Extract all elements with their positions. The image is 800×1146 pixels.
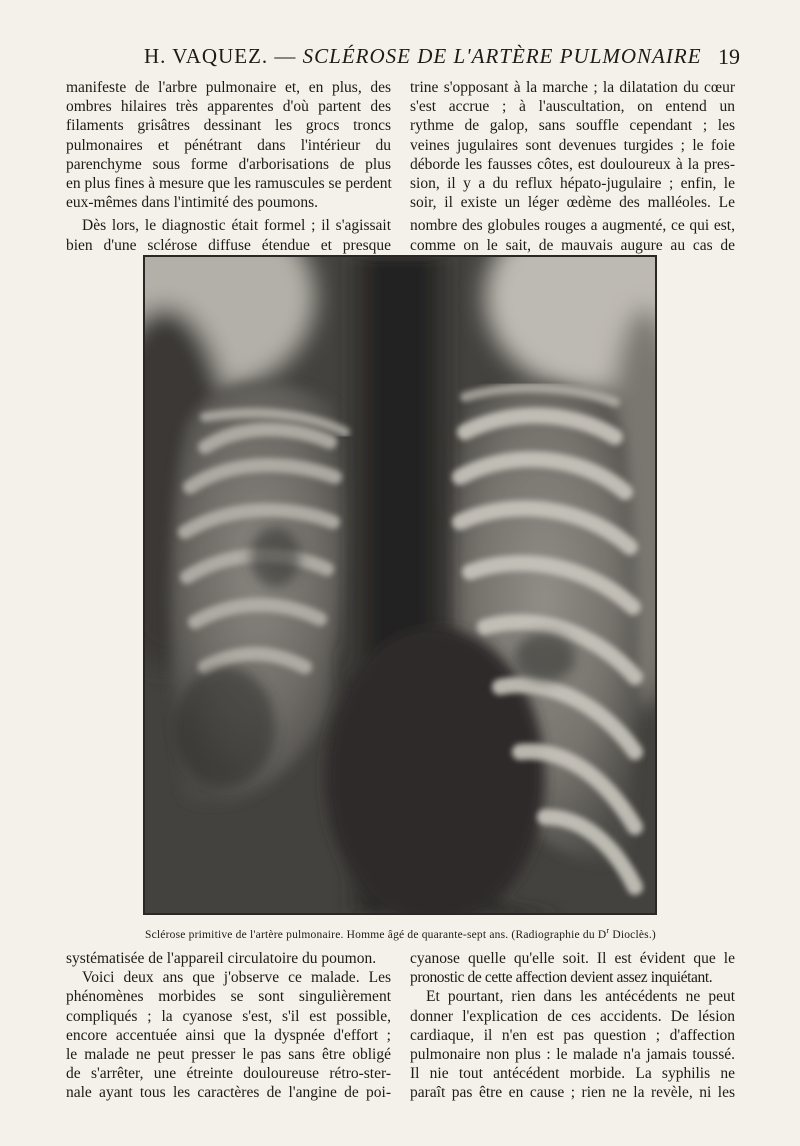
text-line: s'est accrue ; à l'auscultation, on entend un bbox=[410, 98, 735, 116]
text-line: systématisée de l'appareil circulatoire du poumon. bbox=[66, 950, 377, 967]
text-line: encore accentuée ainsi que la dyspnée d'effort ; bbox=[66, 1026, 391, 1044]
text-line: comme on le sait, de mauvais augure au cas de bbox=[410, 236, 735, 254]
text-line: Dès lors, le diagnostic était formel ; il s'agissait bbox=[82, 217, 391, 235]
page-number: 19 bbox=[718, 44, 740, 69]
text-line: eux-mêmes dans l'intimité des poumons. bbox=[66, 194, 319, 212]
text-line: Voici deux ans que j'observe ce malade. Les bbox=[82, 969, 391, 987]
text-line: compliqués ; la cyanose s'est, s'il est possible, bbox=[66, 1007, 391, 1025]
text-line: en plus fines à mesure que les ramuscules se perdent bbox=[66, 175, 392, 193]
bottom-right-column bbox=[410, 949, 735, 1103]
caption-superscript: r bbox=[606, 926, 610, 935]
figure-caption bbox=[66, 926, 735, 941]
text-line: rythme de galop, sans souffle cependant ; les bbox=[410, 117, 735, 135]
chest-radiograph-image bbox=[145, 257, 655, 913]
text-line: déborde les fausses côtes, est douloureux à la pres- bbox=[410, 155, 735, 173]
text-line: le malade ne peut presser le pas sans être obligé bbox=[66, 1046, 391, 1064]
text-line: Il nie tout antécédent morbide. La syphilis ne bbox=[410, 1065, 735, 1083]
text-line: veines jugulaires sont devenues turgides ; le foie bbox=[410, 136, 735, 154]
text-line: pronostic de cette affection devient assez inquiétant. bbox=[410, 969, 713, 987]
text-line: sion, il y a du reflux hépato-jugulaire ; enfin, le bbox=[410, 175, 735, 193]
top-left-column bbox=[66, 78, 391, 255]
text-line: Et pourtant, rien dans les antécédents ne peut bbox=[426, 988, 735, 1006]
text-line: filaments grisâtres dessinant les grocs troncs bbox=[66, 117, 391, 135]
text-line: cardiaque, il n'en est pas question ; d'affection bbox=[410, 1026, 735, 1044]
text-line: parenchyme sous forme d'arborisations de plus bbox=[66, 155, 391, 173]
text-line: phénomènes morbides se sont singulièrement bbox=[66, 988, 391, 1006]
caption-end: Dioclès.) bbox=[609, 928, 656, 941]
text-line: paraît pas être en cause ; rien ne la revèle, ni les bbox=[410, 1084, 735, 1102]
text-line: pulmonaire non plus : le malade n'a jamais toussé. bbox=[410, 1046, 735, 1064]
bottom-left-column bbox=[66, 949, 391, 1103]
text-line: ombres hilaires très apparentes d'où partent des bbox=[66, 98, 391, 116]
text-line: soir, il existe un léger œdème des malléoles. Le bbox=[410, 194, 735, 212]
header-dash: — bbox=[268, 44, 303, 68]
header-author: H. VAQUEZ. bbox=[144, 44, 269, 68]
top-right-column bbox=[410, 78, 735, 255]
running-header bbox=[66, 44, 740, 74]
text-line: de s'arrêter, une étreinte douloureuse rétro-ster- bbox=[66, 1065, 391, 1083]
text-line: trine s'opposant à la marche ; la dilatation du cœur bbox=[410, 79, 735, 96]
text-line: donner l'explication de ces accidents. De lésion bbox=[410, 1007, 735, 1025]
header-subject: SCLÉROSE DE L'ARTÈRE PULMONAIRE bbox=[302, 44, 702, 68]
text-line: pulmonaires et pénétrant dans l'intérieur du bbox=[66, 136, 391, 154]
caption-main: Sclérose primitive de l'artère pulmonaire. Homme âgé de quarante-sept ans. (Radiographie du D bbox=[145, 928, 607, 941]
text-line: cyanose quelle qu'elle soit. Il est évident que le bbox=[410, 950, 735, 967]
text-line: manifeste de l'arbre pulmonaire et, en plus, des bbox=[66, 79, 391, 96]
text-line: nale ayant tous les caractères de l'angine de poi- bbox=[66, 1084, 391, 1102]
running-title bbox=[144, 44, 702, 69]
radiograph-figure bbox=[143, 255, 657, 915]
text-line: bien d'une sclérose diffuse étendue et presque bbox=[66, 236, 391, 254]
text-line: nombre des globules rouges a augmenté, ce qui est, bbox=[410, 217, 735, 235]
